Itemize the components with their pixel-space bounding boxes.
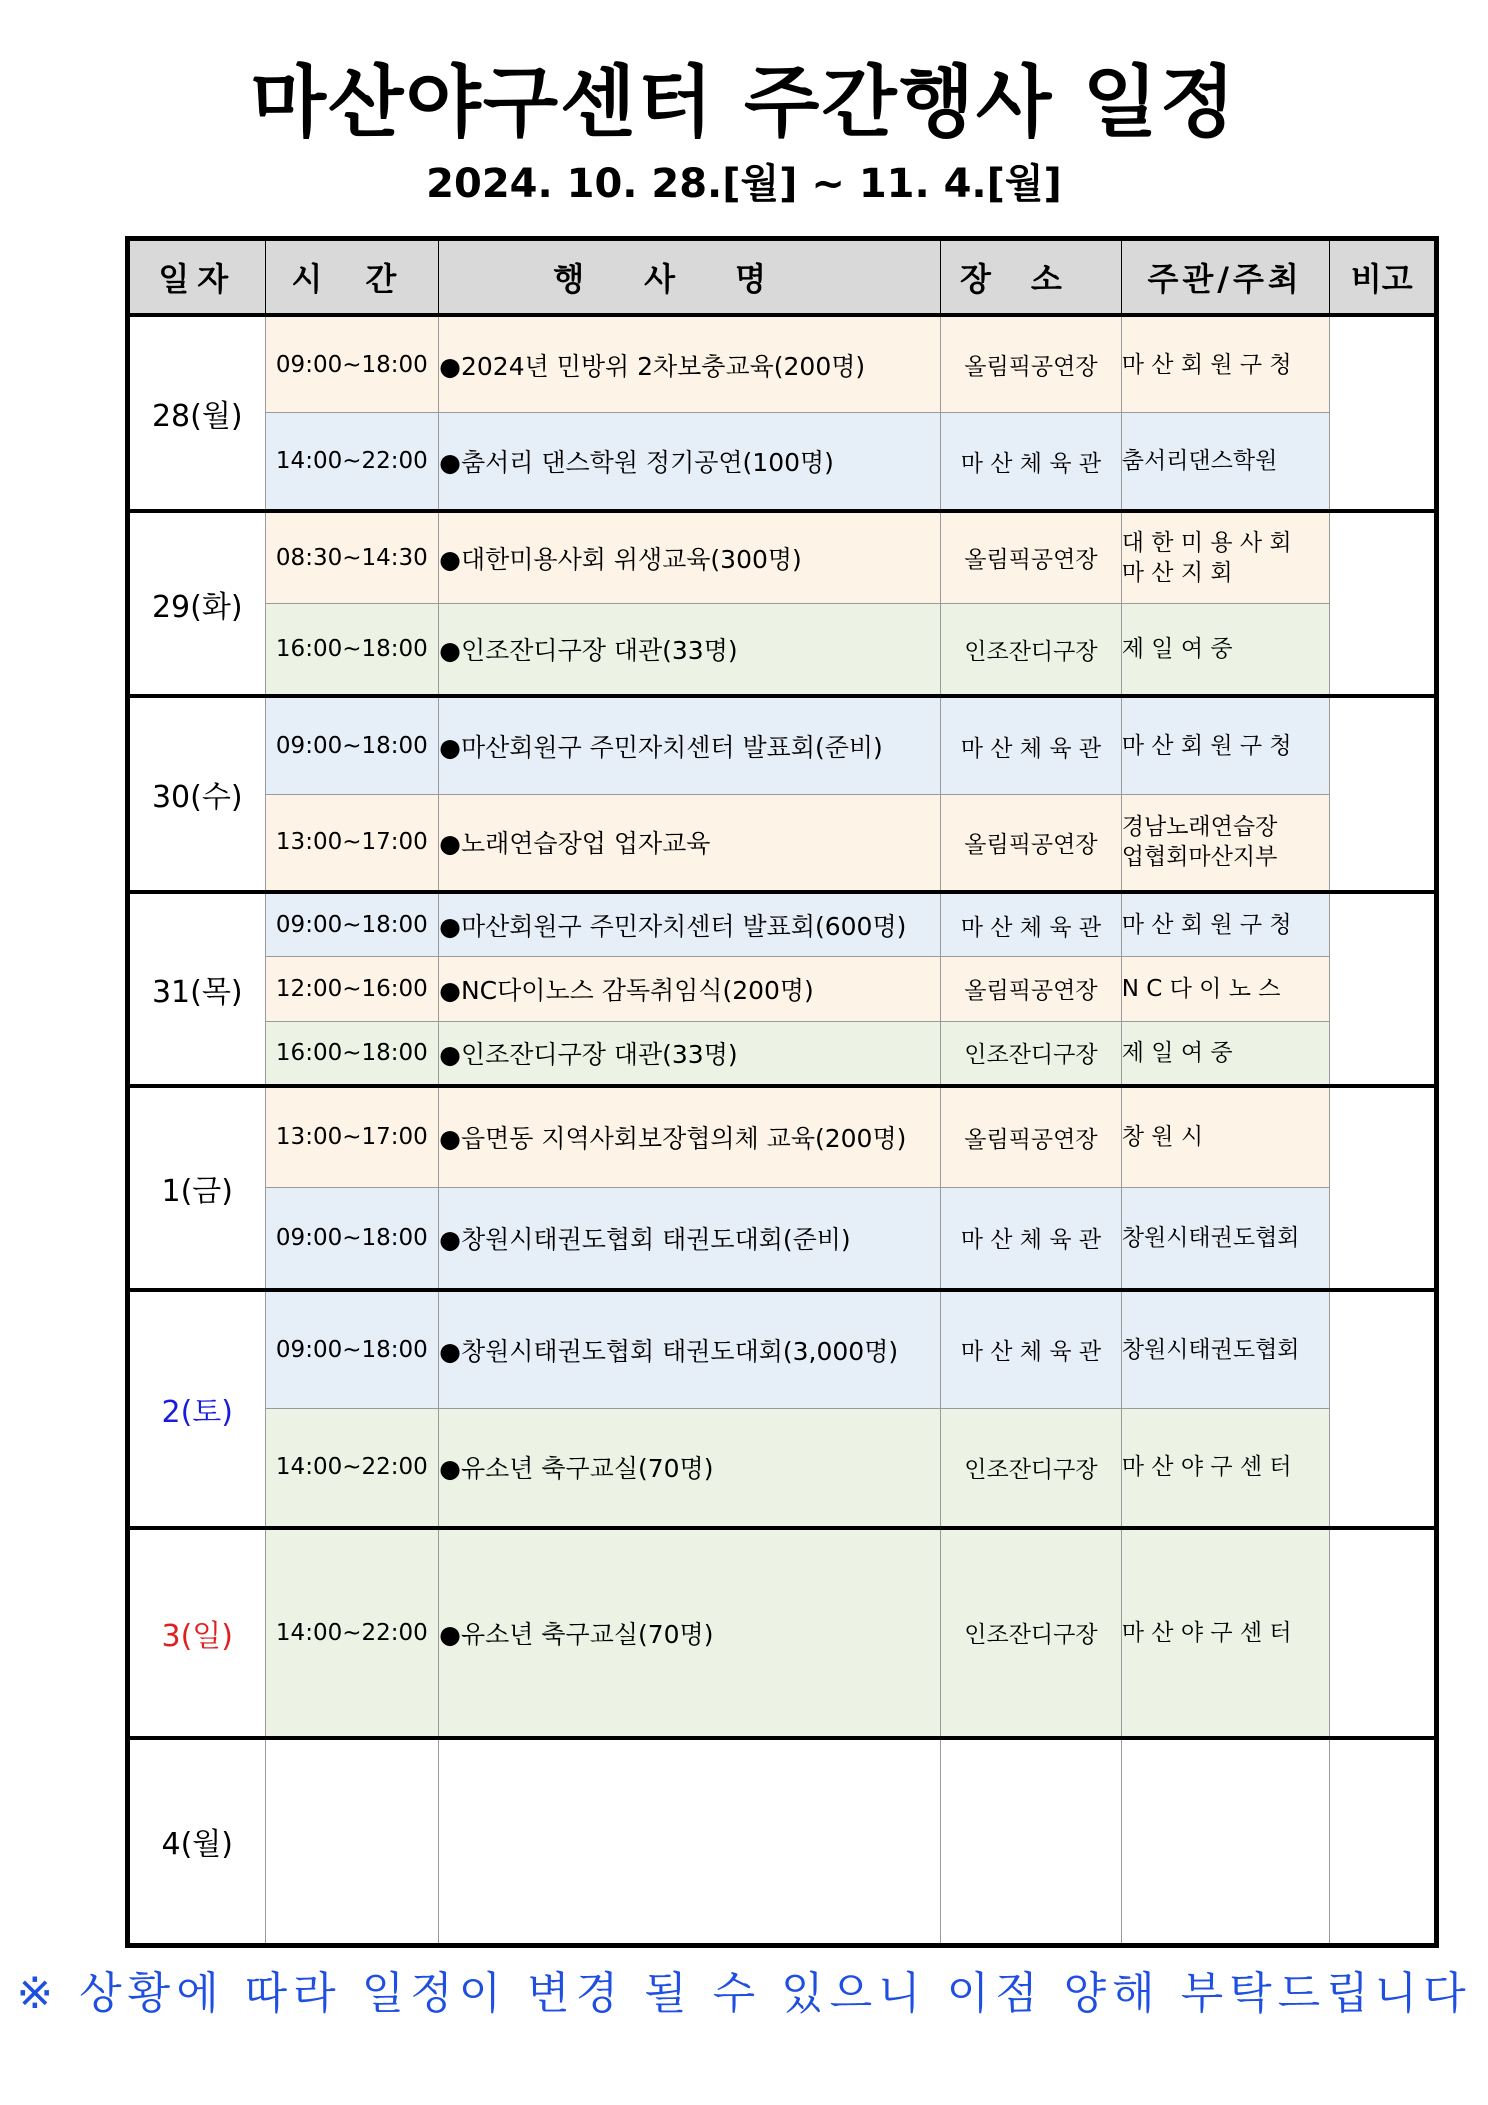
event-place: 인조잔디구장 [941, 604, 1122, 697]
event-place: 마 산 체 육 관 [941, 892, 1122, 957]
table-row [128, 1290, 1437, 1409]
event-name [439, 1738, 941, 1946]
event-name: ●춤서리 댄스학원 정기공연(100명) [439, 413, 941, 511]
event-place: 올림픽공연장 [941, 511, 1122, 604]
event-time: 14:00~22:00 [265, 1409, 439, 1528]
event-place: 인조잔디구장 [941, 1409, 1122, 1528]
event-name: ●인조잔디구장 대관(33명) [439, 604, 941, 697]
day-cell-sunday: 3(일) [128, 1528, 266, 1738]
event-name: ●대한미용사회 위생교육(300명) [439, 511, 941, 604]
note-cell [1329, 696, 1436, 892]
table-row [128, 315, 1437, 413]
event-time [265, 1738, 439, 1946]
event-place: 마 산 체 육 관 [941, 696, 1122, 794]
event-host: 마 산 야 구 센 터 [1121, 1528, 1329, 1738]
event-host: 창원시태권도협회 [1121, 1290, 1329, 1409]
table-row [128, 794, 1437, 892]
note-cell [1329, 1528, 1436, 1738]
event-host: 대 한 미 용 사 회 마 산 지 회 [1121, 511, 1329, 604]
day-cell: 30(수) [128, 696, 266, 892]
footer-notice: ※ 상황에 따라 일정이 변경 될 수 있으니 이점 양해 부탁드립니다 [16, 1968, 1472, 2019]
event-name: ●인조잔디구장 대관(33명) [439, 1021, 941, 1086]
header-time: 시 간 [265, 239, 439, 316]
day-cell-saturday: 2(토) [128, 1290, 266, 1528]
table-row [128, 1738, 1437, 1946]
table-row [128, 696, 1437, 794]
header-event: 행사명 [439, 239, 941, 316]
event-place: 올림픽공연장 [941, 1086, 1122, 1188]
event-name: ●유소년 축구교실(70명) [439, 1409, 941, 1528]
note-cell [1329, 1290, 1436, 1528]
table-row [128, 892, 1437, 957]
event-time: 14:00~22:00 [265, 1528, 439, 1738]
event-host: 창 원 시 [1121, 1086, 1329, 1188]
event-place: 마 산 체 육 관 [941, 413, 1122, 511]
event-host [1121, 1738, 1329, 1946]
event-time: 09:00~18:00 [265, 315, 439, 413]
event-time: 13:00~17:00 [265, 794, 439, 892]
note-cell [1329, 511, 1436, 697]
event-time: 14:00~22:00 [265, 413, 439, 511]
page-title: 마산야구센터 주간행사 일정 [250, 58, 1238, 148]
event-place: 올림픽공연장 [941, 315, 1122, 413]
event-name: ●읍면동 지역사회보장협의체 교육(200명) [439, 1086, 941, 1188]
table-row [128, 957, 1437, 1022]
event-time: 16:00~18:00 [265, 1021, 439, 1086]
event-name: ●창원시태권도협회 태권도대회(3,000명) [439, 1290, 941, 1409]
event-host: 창원시태권도협회 [1121, 1188, 1329, 1290]
event-time: 09:00~18:00 [265, 892, 439, 957]
event-place: 인조잔디구장 [941, 1528, 1122, 1738]
event-name: ●마산회원구 주민자치센터 발표회(준비) [439, 696, 941, 794]
event-time: 16:00~18:00 [265, 604, 439, 697]
event-time: 12:00~16:00 [265, 957, 439, 1022]
event-host: 마 산 회 원 구 청 [1121, 315, 1329, 413]
event-place [941, 1738, 1122, 1946]
table-row [128, 604, 1437, 697]
event-time: 09:00~18:00 [265, 1290, 439, 1409]
note-cell [1329, 1738, 1436, 1946]
event-host: N C 다 이 노 스 [1121, 957, 1329, 1022]
event-host: 춤서리댄스학원 [1121, 413, 1329, 511]
event-host: 마 산 회 원 구 청 [1121, 696, 1329, 794]
table-row [128, 1021, 1437, 1086]
note-cell [1329, 892, 1436, 1086]
event-name: ●NC다이노스 감독취임식(200명) [439, 957, 941, 1022]
event-place: 올림픽공연장 [941, 794, 1122, 892]
event-host: 제 일 여 중 [1121, 604, 1329, 697]
day-cell: 28(월) [128, 315, 266, 511]
event-place: 마 산 체 육 관 [941, 1290, 1122, 1409]
schedule-table [125, 236, 1439, 1948]
day-cell: 4(월) [128, 1738, 266, 1946]
header-host: 주관/주최 [1121, 239, 1329, 316]
day-cell: 31(목) [128, 892, 266, 1086]
event-time: 13:00~17:00 [265, 1086, 439, 1188]
date-range: 2024. 10. 28.[월] ~ 11. 4.[월] [426, 161, 1062, 207]
table-row [128, 413, 1437, 511]
table-row [128, 1409, 1437, 1528]
event-time: 09:00~18:00 [265, 696, 439, 794]
event-time: 09:00~18:00 [265, 1188, 439, 1290]
event-name: ●마산회원구 주민자치센터 발표회(600명) [439, 892, 941, 957]
event-name: ●노래연습장업 업자교육 [439, 794, 941, 892]
day-cell: 1(금) [128, 1086, 266, 1290]
header-place: 장소 [941, 239, 1122, 316]
table-row [128, 1188, 1437, 1290]
table-row [128, 1528, 1437, 1738]
event-name: ●유소년 축구교실(70명) [439, 1528, 941, 1738]
note-cell [1329, 1086, 1436, 1290]
event-host: 제 일 여 중 [1121, 1021, 1329, 1086]
event-name: ●창원시태권도협회 태권도대회(준비) [439, 1188, 941, 1290]
table-row [128, 511, 1437, 604]
event-time: 08:30~14:30 [265, 511, 439, 604]
header-row [128, 239, 1437, 316]
event-place: 마 산 체 육 관 [941, 1188, 1122, 1290]
event-place: 올림픽공연장 [941, 957, 1122, 1022]
event-place: 인조잔디구장 [941, 1021, 1122, 1086]
event-host: 경남노래연습장 업협회마산지부 [1121, 794, 1329, 892]
day-cell: 29(화) [128, 511, 266, 697]
header-note: 비고 [1329, 239, 1436, 316]
event-name: ●2024년 민방위 2차보충교육(200명) [439, 315, 941, 413]
event-host: 마 산 야 구 센 터 [1121, 1409, 1329, 1528]
header-date: 일자 [128, 239, 266, 316]
event-host: 마 산 회 원 구 청 [1121, 892, 1329, 957]
table-row [128, 1086, 1437, 1188]
note-cell [1329, 315, 1436, 511]
